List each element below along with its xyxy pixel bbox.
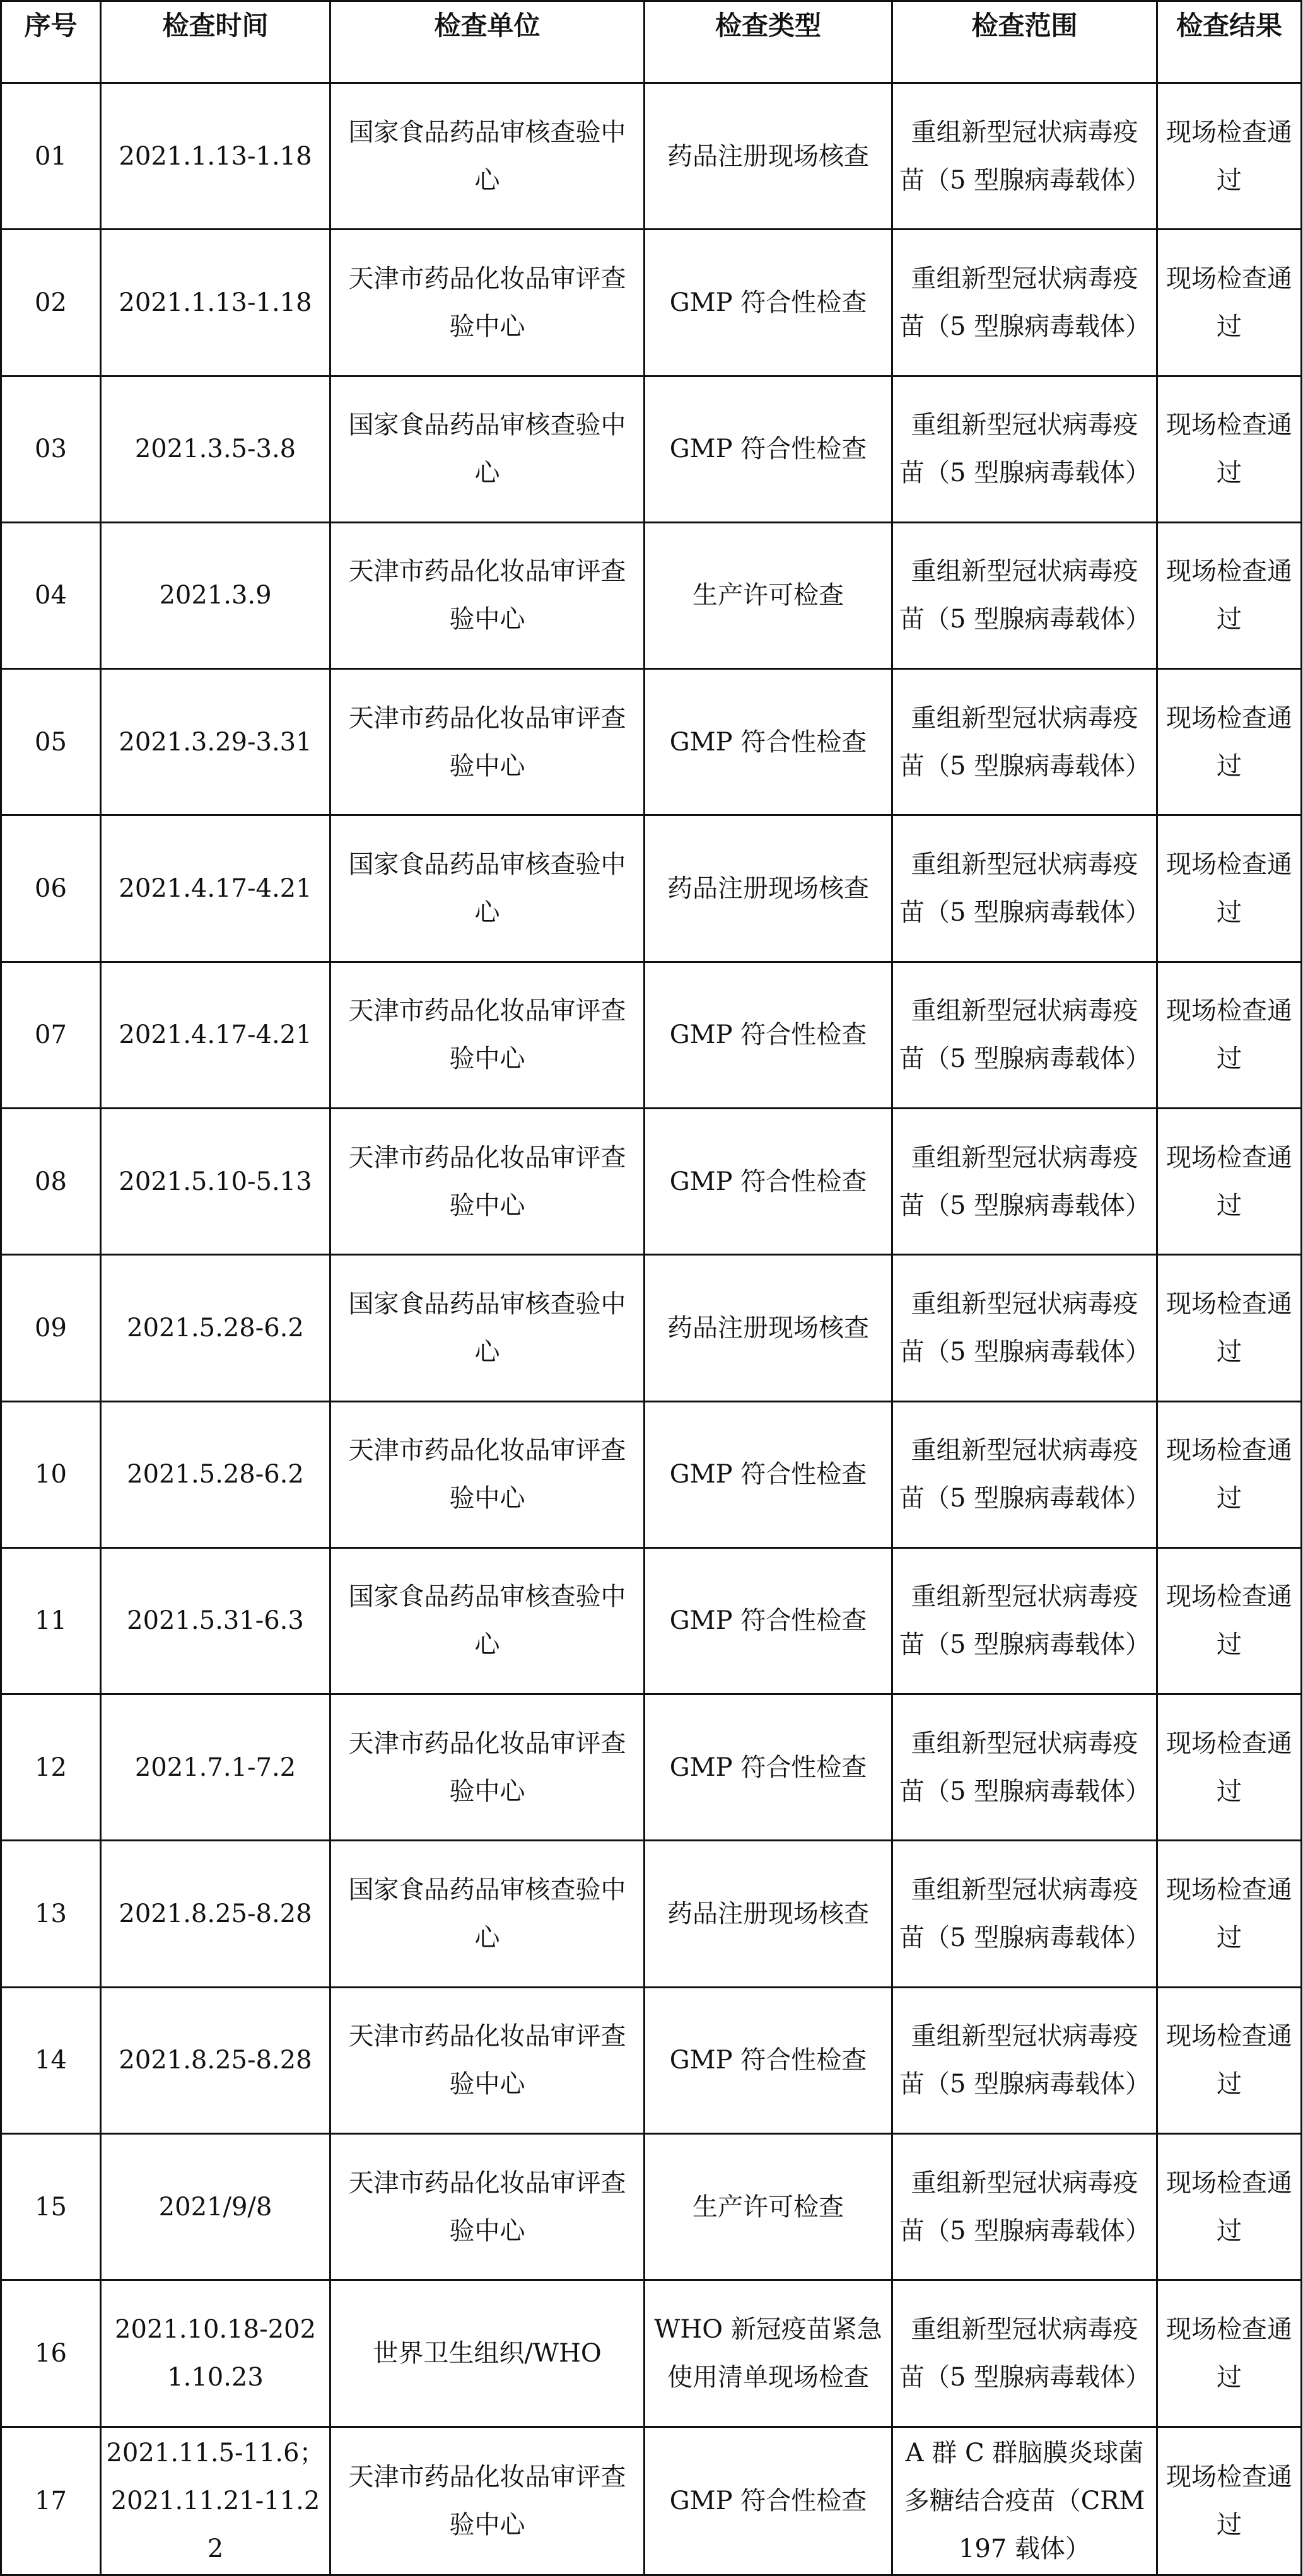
cell-result: 现场检查通过: [1157, 2133, 1302, 2280]
table-row: [1, 1255, 1302, 1401]
cell-result: 现场检查通过: [1157, 815, 1302, 962]
cell-scope: A 群 C 群脑膜炎球菌多糖结合疫苗（CRM197 载体）: [892, 2427, 1157, 2575]
cell-scope: 重组新型冠状病毒疫苗（5 型腺病毒载体）: [892, 815, 1157, 962]
cell-type: GMP 符合性检查: [645, 1694, 892, 1841]
cell-result: 现场检查通过: [1157, 669, 1302, 815]
table-row: [1, 1694, 1302, 1841]
header-row: [1, 1, 1302, 83]
cell-date: 2021.5.31-6.3: [101, 1547, 330, 1694]
table-row: [1, 376, 1302, 522]
cell-index: 10: [1, 1401, 101, 1547]
cell-scope: 重组新型冠状病毒疫苗（5 型腺病毒载体）: [892, 83, 1157, 230]
cell-type: GMP 符合性检查: [645, 1401, 892, 1547]
cell-date: 2021.3.9: [101, 522, 330, 668]
cell-date: 2021.4.17-4.21: [101, 962, 330, 1108]
cell-type: GMP 符合性检查: [645, 1547, 892, 1694]
cell-agency: 天津市药品化妆品审评查验中心: [330, 962, 645, 1108]
table-row: [1, 1108, 1302, 1254]
cell-agency: 天津市药品化妆品审评查验中心: [330, 2133, 645, 2280]
cell-result: 现场检查通过: [1157, 83, 1302, 230]
cell-scope: 重组新型冠状病毒疫苗（5 型腺病毒载体）: [892, 962, 1157, 1108]
cell-scope: 重组新型冠状病毒疫苗（5 型腺病毒载体）: [892, 230, 1157, 376]
table-header: [1, 1, 1302, 83]
cell-agency: 国家食品药品审核查验中心: [330, 376, 645, 522]
cell-date: 2021.1.13-1.18: [101, 83, 330, 230]
cell-type: 药品注册现场核查: [645, 815, 892, 962]
cell-date: 2021.3.5-3.8: [101, 376, 330, 522]
cell-date: 2021.8.25-8.28: [101, 1841, 330, 1987]
cell-agency: 国家食品药品审核查验中心: [330, 1841, 645, 1987]
table-row: [1, 1987, 1302, 2133]
cell-scope: 重组新型冠状病毒疫苗（5 型腺病毒载体）: [892, 1108, 1157, 1254]
cell-result: 现场检查通过: [1157, 376, 1302, 522]
cell-type: 生产许可检查: [645, 522, 892, 668]
cell-result: 现场检查通过: [1157, 1841, 1302, 1987]
cell-agency: 国家食品药品审核查验中心: [330, 83, 645, 230]
cell-scope: 重组新型冠状病毒疫苗（5 型腺病毒载体）: [892, 669, 1157, 815]
cell-index: 08: [1, 1108, 101, 1254]
cell-result: 现场检查通过: [1157, 1694, 1302, 1841]
table-row: [1, 83, 1302, 230]
cell-result: 现场检查通过: [1157, 962, 1302, 1108]
cell-index: 14: [1, 1987, 101, 2133]
cell-scope: 重组新型冠状病毒疫苗（5 型腺病毒载体）: [892, 1841, 1157, 1987]
header-inspection-scope: 检查范围: [892, 1, 1157, 83]
table-row: [1, 230, 1302, 376]
cell-index: 11: [1, 1547, 101, 1694]
cell-agency: 天津市药品化妆品审评查验中心: [330, 1694, 645, 1841]
cell-date: 2021.5.28-6.2: [101, 1401, 330, 1547]
cell-result: 现场检查通过: [1157, 1987, 1302, 2133]
cell-date: 2021.1.13-1.18: [101, 230, 330, 376]
cell-type: 生产许可检查: [645, 2133, 892, 2280]
header-inspection-type: 检查类型: [645, 1, 892, 83]
cell-result: 现场检查通过: [1157, 1401, 1302, 1547]
cell-result: 现场检查通过: [1157, 2427, 1302, 2575]
table-row: [1, 962, 1302, 1108]
header-index: 序号: [1, 1, 101, 83]
table-row: [1, 1841, 1302, 1987]
table-row: [1, 2133, 1302, 2280]
cell-date: 2021.10.18-2021.10.23: [101, 2280, 330, 2427]
cell-agency: 天津市药品化妆品审评查验中心: [330, 230, 645, 376]
cell-scope: 重组新型冠状病毒疫苗（5 型腺病毒载体）: [892, 1987, 1157, 2133]
header-inspection-date: 检查时间: [101, 1, 330, 83]
cell-agency: 国家食品药品审核查验中心: [330, 815, 645, 962]
cell-date: 2021.5.28-6.2: [101, 1255, 330, 1401]
header-inspecting-agency: 检查单位: [330, 1, 645, 83]
cell-agency: 世界卫生组织/WHO: [330, 2280, 645, 2427]
cell-agency: 天津市药品化妆品审评查验中心: [330, 522, 645, 668]
cell-agency: 天津市药品化妆品审评查验中心: [330, 1108, 645, 1254]
cell-agency: 国家食品药品审核查验中心: [330, 1255, 645, 1401]
cell-agency: 天津市药品化妆品审评查验中心: [330, 1987, 645, 2133]
cell-scope: 重组新型冠状病毒疫苗（5 型腺病毒载体）: [892, 1547, 1157, 1694]
cell-result: 现场检查通过: [1157, 522, 1302, 668]
cell-date: 2021.3.29-3.31: [101, 669, 330, 815]
cell-type: GMP 符合性检查: [645, 2427, 892, 2575]
cell-type: GMP 符合性检查: [645, 230, 892, 376]
cell-index: 09: [1, 1255, 101, 1401]
cell-result: 现场检查通过: [1157, 230, 1302, 376]
cell-date: 2021.4.17-4.21: [101, 815, 330, 962]
cell-index: 17: [1, 2427, 101, 2575]
cell-date: 2021/9/8: [101, 2133, 330, 2280]
cell-index: 05: [1, 669, 101, 815]
cell-agency: 天津市药品化妆品审评查验中心: [330, 2427, 645, 2575]
header-inspection-result: 检查结果: [1157, 1, 1302, 83]
cell-date: 2021.11.5-11.6；2021.11.21-11.22: [101, 2427, 330, 2575]
cell-scope: 重组新型冠状病毒疫苗（5 型腺病毒载体）: [892, 1401, 1157, 1547]
cell-scope: 重组新型冠状病毒疫苗（5 型腺病毒载体）: [892, 1694, 1157, 1841]
cell-agency: 国家食品药品审核查验中心: [330, 1547, 645, 1694]
cell-agency: 天津市药品化妆品审评查验中心: [330, 1401, 645, 1547]
cell-type: GMP 符合性检查: [645, 1108, 892, 1254]
cell-type: GMP 符合性检查: [645, 1987, 892, 2133]
cell-index: 12: [1, 1694, 101, 1841]
cell-scope: 重组新型冠状病毒疫苗（5 型腺病毒载体）: [892, 376, 1157, 522]
table-row: [1, 1401, 1302, 1547]
cell-type: GMP 符合性检查: [645, 962, 892, 1108]
cell-index: 03: [1, 376, 101, 522]
cell-type: 药品注册现场核查: [645, 1841, 892, 1987]
table-body: [1, 83, 1302, 2575]
cell-scope: 重组新型冠状病毒疫苗（5 型腺病毒载体）: [892, 522, 1157, 668]
cell-index: 16: [1, 2280, 101, 2427]
cell-date: 2021.5.10-5.13: [101, 1108, 330, 1254]
table-row: [1, 1547, 1302, 1694]
cell-type: GMP 符合性检查: [645, 376, 892, 522]
cell-index: 07: [1, 962, 101, 1108]
cell-type: GMP 符合性检查: [645, 669, 892, 815]
cell-date: 2021.7.1-7.2: [101, 1694, 330, 1841]
cell-index: 15: [1, 2133, 101, 2280]
table-row: [1, 2427, 1302, 2575]
cell-index: 04: [1, 522, 101, 668]
cell-index: 06: [1, 815, 101, 962]
cell-result: 现场检查通过: [1157, 1547, 1302, 1694]
cell-type: WHO 新冠疫苗紧急使用清单现场检查: [645, 2280, 892, 2427]
table-row: [1, 669, 1302, 815]
cell-scope: 重组新型冠状病毒疫苗（5 型腺病毒载体）: [892, 2280, 1157, 2427]
cell-index: 02: [1, 230, 101, 376]
cell-date: 2021.8.25-8.28: [101, 1987, 330, 2133]
cell-scope: 重组新型冠状病毒疫苗（5 型腺病毒载体）: [892, 2133, 1157, 2280]
cell-index: 01: [1, 83, 101, 230]
table-row: [1, 815, 1302, 962]
cell-agency: 天津市药品化妆品审评查验中心: [330, 669, 645, 815]
cell-result: 现场检查通过: [1157, 2280, 1302, 2427]
table-row: [1, 2280, 1302, 2427]
cell-type: 药品注册现场核查: [645, 1255, 892, 1401]
cell-type: 药品注册现场核查: [645, 83, 892, 230]
cell-result: 现场检查通过: [1157, 1108, 1302, 1254]
cell-index: 13: [1, 1841, 101, 1987]
cell-result: 现场检查通过: [1157, 1255, 1302, 1401]
table-row: [1, 522, 1302, 668]
cell-scope: 重组新型冠状病毒疫苗（5 型腺病毒载体）: [892, 1255, 1157, 1401]
